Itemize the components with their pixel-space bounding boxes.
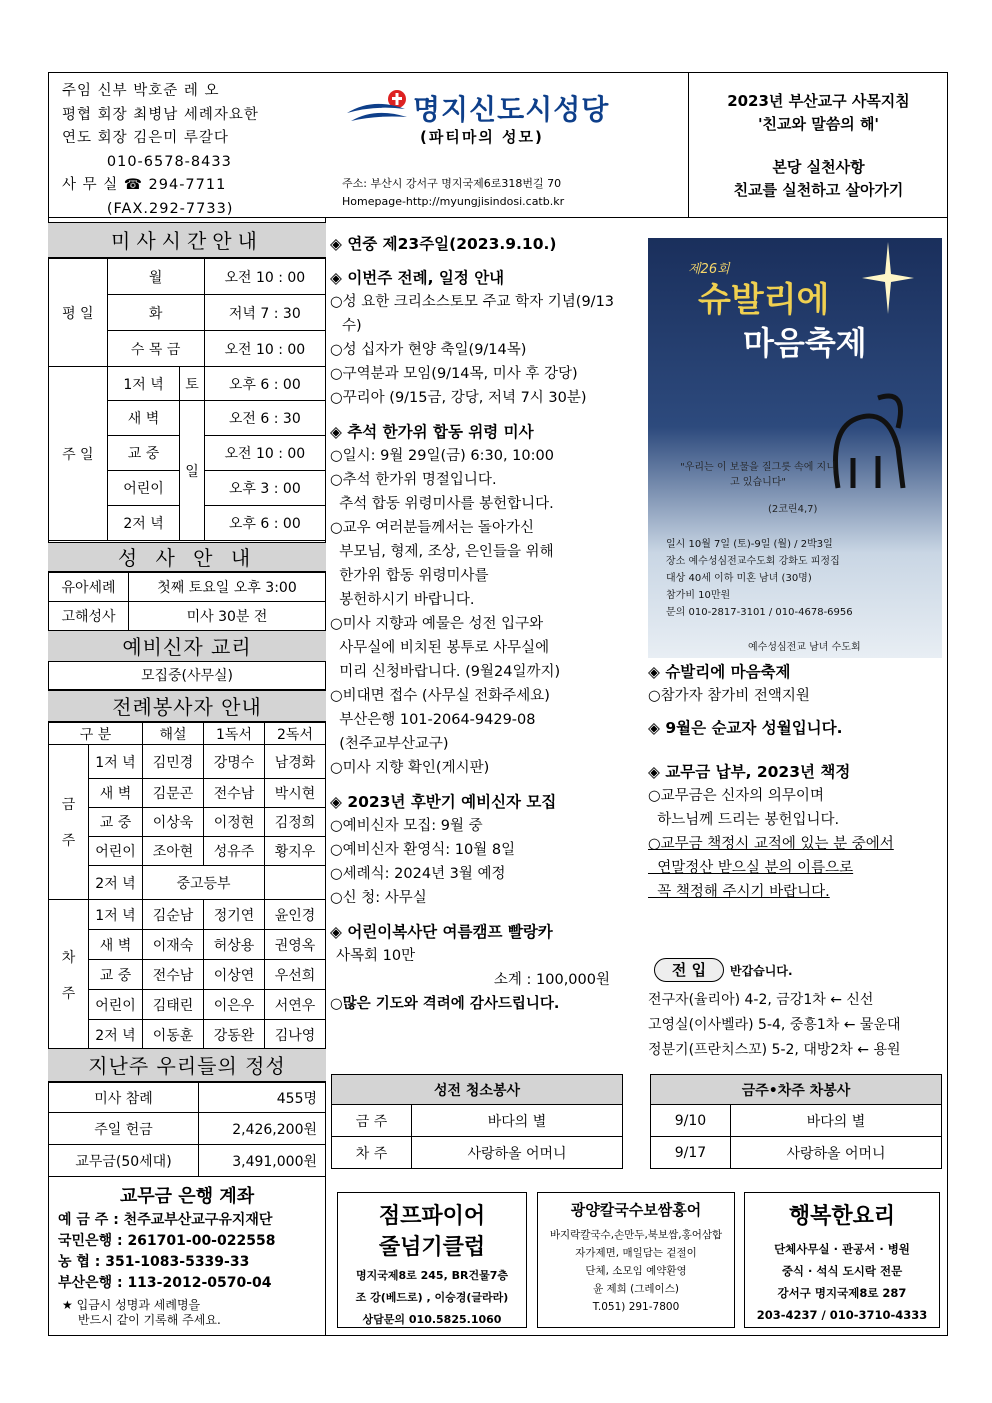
header-cell: 구 분 (49, 723, 143, 745)
server-name: 박시현 (265, 779, 326, 808)
server-name: 이상연 (204, 960, 265, 990)
dues-item: 연말정산 받으실 분의 이름으로 (648, 860, 854, 876)
day-cell: 토 (180, 367, 204, 401)
vehicle-table (650, 1074, 942, 1169)
server-name: 중고등부 (143, 866, 265, 900)
offering-title: 지난주 우리들의 정성 (48, 1048, 326, 1082)
poster-info (666, 536, 853, 621)
time-cell: 오후 6 : 00 (204, 506, 325, 541)
schedule-heading: ◈ 이번주 전례, 일정 안내 (330, 269, 505, 287)
sunday-heading: ◈ 연중 제23주일(2023.9.10.) (330, 235, 557, 253)
mass-name: 새 벽 (107, 401, 180, 436)
mass-name: 교 중 (107, 436, 180, 471)
server-name: 권영옥 (265, 930, 326, 960)
server-name: 김정희 (265, 808, 326, 837)
info-line: 010-6578-8433 (62, 153, 232, 170)
catechumen-item: ○세례식: 2024년 3월 예정 (330, 866, 506, 882)
header-cell: 2독서 (265, 723, 326, 745)
group-name: 바다의 별 (731, 1105, 942, 1137)
day-cell: 화 (107, 295, 204, 331)
memorial-item: 미리 신청바랍니다. (9월24일까지) (330, 664, 561, 680)
server-name: 김나영 (265, 1020, 326, 1050)
ad-line: 단체사무실 · 관공서 · 병원 (774, 1242, 910, 1256)
move-in-item: 고영실(이사벨라) 5-4, 중흥1차 ← 물운대 (648, 1017, 901, 1033)
catechumen-item: ○예비신자 모집: 9월 중 (330, 818, 483, 834)
festival-poster (648, 238, 942, 658)
day-cell: 월 (107, 259, 204, 295)
ad-line: 윤 제희 (그레이스) (593, 1283, 679, 1295)
guideline-line: 2023년 부산교구 사목지침 (727, 92, 910, 110)
church-name: 명지신도시성당 (413, 93, 610, 126)
date-label: 9/10 (651, 1105, 731, 1137)
guideline-line: '친교와 말씀의 해' (757, 115, 880, 133)
week-label: 차 주 (332, 1137, 412, 1169)
memorial-item: 사무실에 비치된 봉투로 사무실에 (330, 640, 550, 656)
server-name: 황지우 (265, 837, 326, 866)
schedule-item: ○구역분과 모임(9/14목, 미사 후 강당) (330, 366, 578, 382)
guideline-line: 친교를 실천하고 살아가기 (733, 181, 904, 199)
church-address (342, 175, 564, 211)
ad-title: 광양칼국수보쌈홍어 (570, 1201, 702, 1219)
time-cell: 오전 6 : 30 (204, 401, 325, 436)
pastoral-guideline (688, 72, 948, 218)
poster-info-line: 참가비 10만원 (666, 590, 731, 601)
bank-title: 교무금 은행 계좌 (119, 1186, 255, 1207)
weekday-label: 평 일 (49, 259, 108, 367)
server-name: 남경화 (265, 745, 326, 779)
ad-restaurant (537, 1192, 735, 1328)
ad-line: 상담문의 010.5825.1060 (362, 1313, 502, 1326)
server-name: 윤인경 (265, 900, 326, 930)
ad-line: 명지국제8로 245, BR건물7층 (356, 1269, 508, 1282)
note-line: 반드시 같이 기록해 주세요. (78, 1313, 221, 1327)
ad-title: 점프파이어 (378, 1204, 486, 1229)
poster-reference: (2코린4,7) (768, 504, 818, 515)
memorial-mass-heading: ◈ 추석 한가위 합동 위령 미사 (330, 423, 534, 441)
memorial-item: 봉헌하시기 바랍니다. (330, 592, 475, 608)
ad-line: 중식 · 석식 도시락 전문 (781, 1264, 903, 1278)
servers-title: 전례봉사자 안내 (48, 690, 326, 722)
church-logo-icon (345, 87, 409, 127)
catechumen-item: ○신 청: 사무실 (330, 890, 427, 906)
poster-info-line: 대상 40세 이하 미혼 남녀 (30명) (666, 573, 812, 584)
bank-line: 농 협 : 351-1083-5339-33 (58, 1254, 250, 1270)
poster-organizer: 예수성심전교 남녀 수도회 (748, 642, 861, 653)
move-in-item: 전구자(율리아) 4-2, 금강1차 ← 신선 (648, 992, 874, 1008)
ad-line: T.051) 291-7800 (592, 1301, 680, 1313)
poster-info-line: 문의 010-2817-3101 / 010-4678-6956 (666, 607, 853, 618)
server-name: 정기연 (204, 900, 265, 930)
header-cell: 1독서 (204, 723, 265, 745)
week-label: 금 주 (332, 1105, 412, 1137)
mass-name: 1저 녁 (107, 367, 180, 401)
mass-name: 2저 녁 (89, 1020, 143, 1050)
server-name: 조아현 (143, 837, 204, 866)
ad-line: 203-4237 / 010-3710-4333 (756, 1308, 928, 1322)
poster-title: 슈발리에 (698, 280, 830, 320)
server-name: 김태린 (143, 990, 204, 1020)
memorial-item: ○추석 한가위 명절입니다. (330, 472, 497, 488)
memorial-item: ○일시: 9월 29일(금) 6:30, 10:00 (330, 448, 554, 464)
time-cell: 오전 10 : 00 (204, 436, 325, 471)
info-line: (FAX.292-7733) (62, 200, 234, 217)
info-line: 주임 신부 박호준 레 오 (62, 83, 220, 99)
poster-title: 마음축제 (743, 324, 867, 362)
memorial-item: ○미사 지향과 예물은 성전 입구와 (330, 616, 544, 632)
ad-line: 조 강(베드로) , 이승경(글라라) (355, 1291, 509, 1304)
dues-item: 꼭 책정해 주시기 바랍니다. (648, 884, 830, 900)
catechumen-title: 예비신자 교리 (48, 630, 326, 662)
mass-name: 교 중 (89, 960, 143, 990)
offering-label: 교무금(50세대) (49, 1145, 199, 1177)
offering-value: 455명 (199, 1083, 326, 1113)
bank-line: 부산은행 : 113-2012-0570-04 (58, 1275, 272, 1291)
sacrament-time: 미사 30분 전 (129, 602, 326, 631)
dues-item: 하느님께 드리는 봉헌입니다. (648, 812, 840, 828)
homepage-link[interactable]: Homepage-http://myungjisindosi.catb.kr (342, 195, 565, 208)
move-in-badge: 전 입 (654, 958, 724, 982)
time-cell: 오후 3 : 00 (204, 471, 325, 506)
donation-subtotal: 소계 : 100,000원 (493, 972, 610, 988)
time-cell: 저녁 7 : 30 (204, 295, 325, 331)
church-subtitle: (파티마의 성모) (420, 128, 544, 146)
catechumen-text: 모집중(사무실) (48, 662, 326, 690)
vehicle-title: 금주•차주 차봉사 (651, 1075, 942, 1105)
server-name: 강동완 (204, 1020, 265, 1050)
day-cell: 일 (180, 401, 204, 541)
guideline-line: 본당 실천사항 (772, 158, 865, 176)
offering-value: 3,491,000원 (199, 1145, 326, 1177)
server-name: 이상욱 (143, 808, 204, 837)
ad-line: 바지락칼국수,손만두,북보쌈,홍어삼합 (549, 1229, 723, 1241)
mass-name: 어린이 (107, 471, 180, 506)
move-in-list (648, 988, 901, 1063)
poster-info-line: 장소 예수성심전교수도회 강화도 피정집 (666, 556, 840, 567)
right-column (648, 660, 938, 904)
cleaning-title: 성전 청소봉사 (332, 1075, 623, 1105)
memorial-item: 부산은행 101-2064-9429-08 (330, 712, 536, 728)
sacrament-name: 유아세례 (49, 573, 129, 602)
schedule-item: ○성 요한 크리소스토모 주교 학자 기념(9/13수) (330, 294, 615, 334)
ad-title: 행복한요리 (788, 1204, 896, 1229)
ad-lunchbox (744, 1192, 940, 1328)
poster-edition: 제26회 (688, 262, 730, 277)
ad-line: 강서구 명지국제8로 287 (777, 1286, 907, 1300)
ad-lines (538, 1226, 734, 1316)
ad-line: 단체, 소모임 예약환영 (585, 1265, 687, 1277)
mass-name: 1저 녁 (89, 745, 143, 779)
martyrs-month-heading: ◈ 9월은 순교자 성월입니다. (648, 719, 843, 737)
address-text: 주소: 부산시 강서구 명지국제6로318번길 70 (342, 177, 562, 190)
server-name: 김민경 (143, 745, 204, 779)
info-line: 연도 회장 김은미 루갈다 (62, 130, 229, 146)
schedule-item: ○성 십자가 현양 축일(9/14목) (330, 342, 527, 358)
sunday-label: 주 일 (49, 367, 108, 541)
header-cell: 해설 (143, 723, 204, 745)
mass-name: 어린이 (89, 837, 143, 866)
date-label: 9/17 (651, 1137, 731, 1169)
thanks-line: ○많은 기도와 격려에 감사드립니다. (330, 996, 560, 1012)
dues-item: ○교무금 책정시 교적에 있는 분 중에서 (648, 836, 894, 852)
time-cell: 오후 6 : 00 (204, 367, 325, 401)
mass-name: 1저 녁 (89, 900, 143, 930)
time-cell: 오전 10 : 00 (204, 331, 325, 367)
schedule-item: ○꾸리아 (9/15금, 강당, 저녁 7시 30분) (330, 390, 587, 406)
server-name: 전수남 (143, 960, 204, 990)
mass-name: 새 벽 (89, 930, 143, 960)
server-name: 서연우 (265, 990, 326, 1020)
dues-heading: ◈ 교무금 납부, 2023년 책정 (648, 763, 851, 781)
server-name: 강명수 (204, 745, 265, 779)
server-name: 김문곤 (143, 779, 204, 808)
poster-quote: "우리는 이 보물을 질그릇 속에 지니고 있습니다" (680, 462, 836, 488)
sacrament-time: 첫째 토요일 오후 3:00 (129, 573, 326, 602)
festival-item: ○참가자 참가비 전액지원 (648, 688, 810, 704)
sacrament-title: 성 사 안 내 (48, 542, 326, 572)
mass-name: 어린이 (89, 990, 143, 1020)
ad-title: 줄넘기클럽 (378, 1235, 486, 1260)
ad-lines (745, 1238, 939, 1326)
server-name: 허상용 (204, 930, 265, 960)
day-cell: 수 목 금 (107, 331, 204, 367)
festival-heading: ◈ 슈발리에 마음축제 (648, 663, 791, 681)
server-name: 이재숙 (143, 930, 204, 960)
servers-table (48, 722, 326, 1050)
server-name: 김순남 (143, 900, 204, 930)
sacrament-table (48, 572, 326, 631)
this-week-label: 금 주 (49, 745, 89, 900)
memorial-item: (천주교부산교구) (330, 736, 449, 752)
bank-note (62, 1298, 221, 1328)
ad-line: 자가제면, 매일담는 겉절이 (575, 1247, 697, 1259)
mass-name: 새 벽 (89, 779, 143, 808)
bank-line: 국민은행 : 261701-00-022558 (58, 1233, 276, 1249)
poster-info-line: 일시 10월 7일 (토)-9일 (월) / 2박3일 (666, 539, 833, 550)
info-line: 사 무 실 ☎ 294-7711 (62, 177, 227, 193)
memorial-item: ○미사 지향 확인(게시판) (330, 760, 490, 776)
catechumen-heading: ◈ 2023년 후반기 예비신자 모집 (330, 793, 557, 811)
ad-lines (338, 1265, 526, 1331)
memorial-item: ○교우 여러분들께서는 돌아가신 (330, 520, 534, 536)
offering-label: 주일 헌금 (49, 1113, 199, 1145)
note-line: ★ 입금시 성명과 세례명을 (62, 1298, 201, 1312)
memorial-item: 부모님, 형제, 조상, 은인들을 위해 (330, 544, 554, 560)
memorial-item: 한가위 합동 위령미사를 (330, 568, 489, 584)
mass-name: 교 중 (89, 808, 143, 837)
memorial-item: 추석 합동 위령미사를 봉헌합니다. (330, 496, 554, 512)
offering-label: 미사 참례 (49, 1083, 199, 1113)
memorial-item: ○비대면 접수 (사무실 전화주세요) (330, 688, 550, 704)
mass-time-title: 미사시간안내 (48, 222, 326, 258)
server-name: 이정현 (204, 808, 265, 837)
star-icon (858, 238, 918, 318)
server-name: 전수남 (204, 779, 265, 808)
info-line: 평협 회장 최병남 세례자요한 (62, 106, 259, 123)
bank-line: 예 금 주 : 천주교부산교구유지재단 (58, 1212, 273, 1228)
next-week-label: 차 주 (49, 900, 89, 1050)
server-name: 우선희 (265, 960, 326, 990)
donation-item: 사목회 10만 (336, 948, 416, 964)
server-name: 이은우 (204, 990, 265, 1020)
offering-value: 2,426,200원 (199, 1113, 326, 1145)
group-name: 사랑하올 어머니 (412, 1137, 623, 1169)
server-name: 성유주 (204, 837, 265, 866)
altar-server-heading: ◈ 어린이복사단 여름캠프 빨랑카 (330, 923, 553, 941)
mass-name: 2저 녁 (107, 506, 180, 541)
ad-jumpfire (337, 1192, 527, 1328)
staff-info (62, 80, 259, 221)
offering-table (48, 1082, 326, 1177)
catechumen-item: ○예비신자 환영식: 10월 8일 (330, 842, 516, 858)
server-name: 이동훈 (143, 1020, 204, 1050)
time-cell: 오전 10 : 00 (204, 259, 325, 295)
dues-item: ○교무금은 신자의 의무이며 (648, 788, 824, 804)
mass-time-table (48, 258, 326, 541)
group-name: 바다의 별 (412, 1105, 623, 1137)
move-in-item: 정분기(프란치스꼬) 5-2, 대방2차 ← 용원 (648, 1042, 901, 1058)
mass-name: 2저 녁 (89, 866, 143, 900)
bank-accounts (58, 1210, 328, 1294)
group-name: 사랑하올 어머니 (731, 1137, 942, 1169)
middle-column (330, 228, 630, 1016)
cleaning-table (331, 1074, 623, 1169)
welcome-text: 반갑습니다. (730, 964, 793, 978)
sacrament-name: 고해성사 (49, 602, 129, 631)
